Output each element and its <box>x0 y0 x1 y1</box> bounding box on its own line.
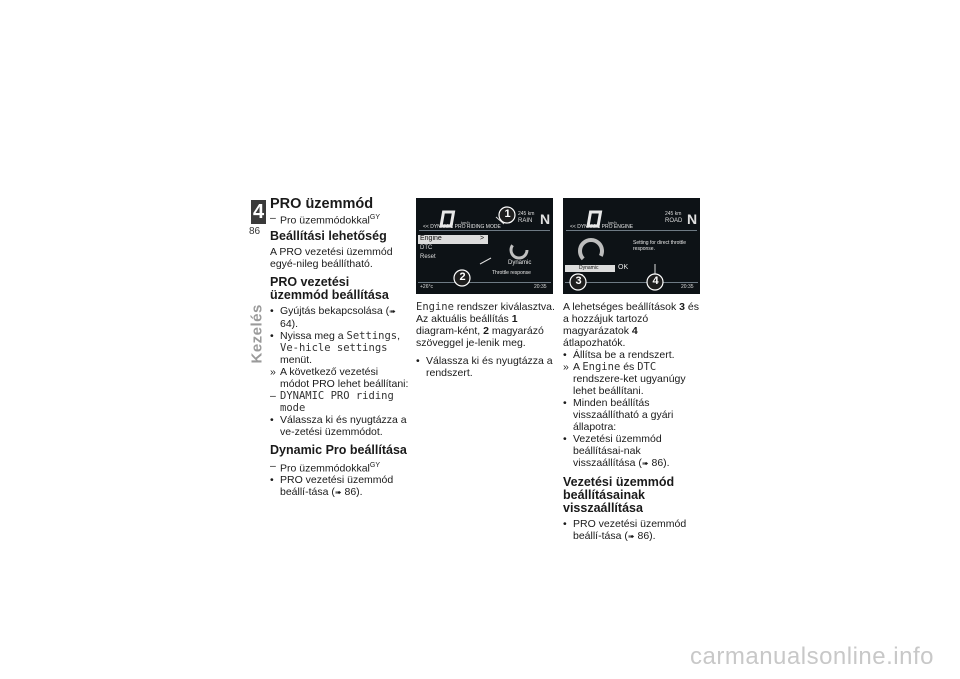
weather-mode: ROAD <box>665 218 683 224</box>
subsection-title: Beállítási lehetőség <box>270 228 387 243</box>
screen-header: << DYNAMIC PRO ENGINE <box>570 224 634 230</box>
applicability-note: – Pro üzemmódokkal$^{GY}$ <box>270 459 380 474</box>
list-item: – DYNAMIC PRO riding mode <box>270 389 394 414</box>
chevron-right-icon: > <box>480 235 485 242</box>
result-item: » A Engine és DTC rendszere-ket ugyanúgy lehet beállítani. <box>563 361 686 397</box>
mode-description: Throttle response <box>492 270 531 276</box>
menu-item-dtc: DTC <box>420 245 433 251</box>
tft-screen-engine <box>563 198 700 294</box>
subsection-title: PRO vezetési üzemmód beállítása <box>270 274 389 302</box>
column-1 <box>270 196 410 499</box>
page-number: 86 <box>249 226 261 237</box>
list-item: • Gyújtás bekapcsolása (➠ 64). <box>270 304 396 330</box>
list-item: • PRO vezetési üzemmód beállí-tása (➠ 86). <box>563 518 687 542</box>
ok-label: OK <box>618 264 629 271</box>
tft-screen-riding-mode <box>416 198 553 294</box>
clock: 20:35 <box>681 284 694 290</box>
result-item: » A következő vezetési módot PRO lehet beállítani: <box>270 365 409 390</box>
watermark: carmanualsonline.info <box>690 643 934 670</box>
chapter-side-label: Kezelés <box>248 304 266 364</box>
callout-4: 4 <box>652 275 659 287</box>
list-item: • Válassza ki és nyugtázza a rendszert. <box>416 355 553 379</box>
callout-1: 1 <box>504 208 511 220</box>
range-value: 245 km <box>518 211 535 217</box>
column-3 <box>563 301 703 543</box>
options-text: A lehetséges beállítások 3 és a hozzájuk tartozó magyarázatok 4 átlapozhatók. <box>563 301 700 349</box>
section-title: PRO üzemmód <box>270 196 374 212</box>
screen-header: << DYNAMIC PRO RIDING MODE <box>423 224 501 230</box>
callout-2: 2 <box>459 271 466 283</box>
range-value: 245 km <box>665 211 682 217</box>
column-2 <box>416 301 556 379</box>
menu-item-reset: Reset <box>420 254 436 260</box>
mode-name: Dynamic <box>508 260 532 266</box>
weather-mode: RAIN <box>518 218 533 224</box>
speed-unit: km/h <box>608 220 617 225</box>
setting-description: Setting for direct throttle response. <box>633 240 687 252</box>
menu-item-engine: Engine <box>420 235 442 242</box>
applicability-note: – Pro üzemmódokkal$^{GY}$ <box>270 212 380 227</box>
speed-unit: km/h <box>461 220 470 225</box>
list-item: • Válassza ki és nyugtázza a ve-zetési üzemmódot. <box>270 413 407 438</box>
gear-indicator: N <box>687 211 698 227</box>
current-setting-text: Engine rendszer kiválasztva. Az aktuális beállítás 1 diagram-ként, 2 magyarázó szöveggel je-lenik meg. <box>416 301 555 349</box>
list-item: • Vezetési üzemmód beállításai-nak visszaállítása (➠ 86). <box>563 433 670 469</box>
clock: 20:35 <box>534 284 547 290</box>
selected-option: Dynamic <box>579 265 599 271</box>
subsection-title: Vezetési üzemmód beállításainak visszaállítása <box>563 475 675 515</box>
list-item: • Minden beállítás visszaállítható a gyári állapotra: <box>563 397 674 433</box>
gear-indicator: N <box>540 211 551 227</box>
setting-text: A PRO vezetési üzemmód egyé-nileg beállítható. <box>270 245 393 270</box>
list-item: • PRO vezetési üzemmód beállí-tása (➠ 86). <box>270 474 394 498</box>
temperature: +26°c <box>420 284 433 290</box>
chapter-number: 4 <box>252 201 265 223</box>
list-item: • Állítsa be a rendszert. <box>563 349 675 361</box>
callout-3: 3 <box>575 275 582 287</box>
list-item: • Nyissa meg a Settings, Ve-hicle settings menüt. <box>270 329 401 366</box>
subsection-title: Dynamic Pro beállítása <box>270 442 407 457</box>
